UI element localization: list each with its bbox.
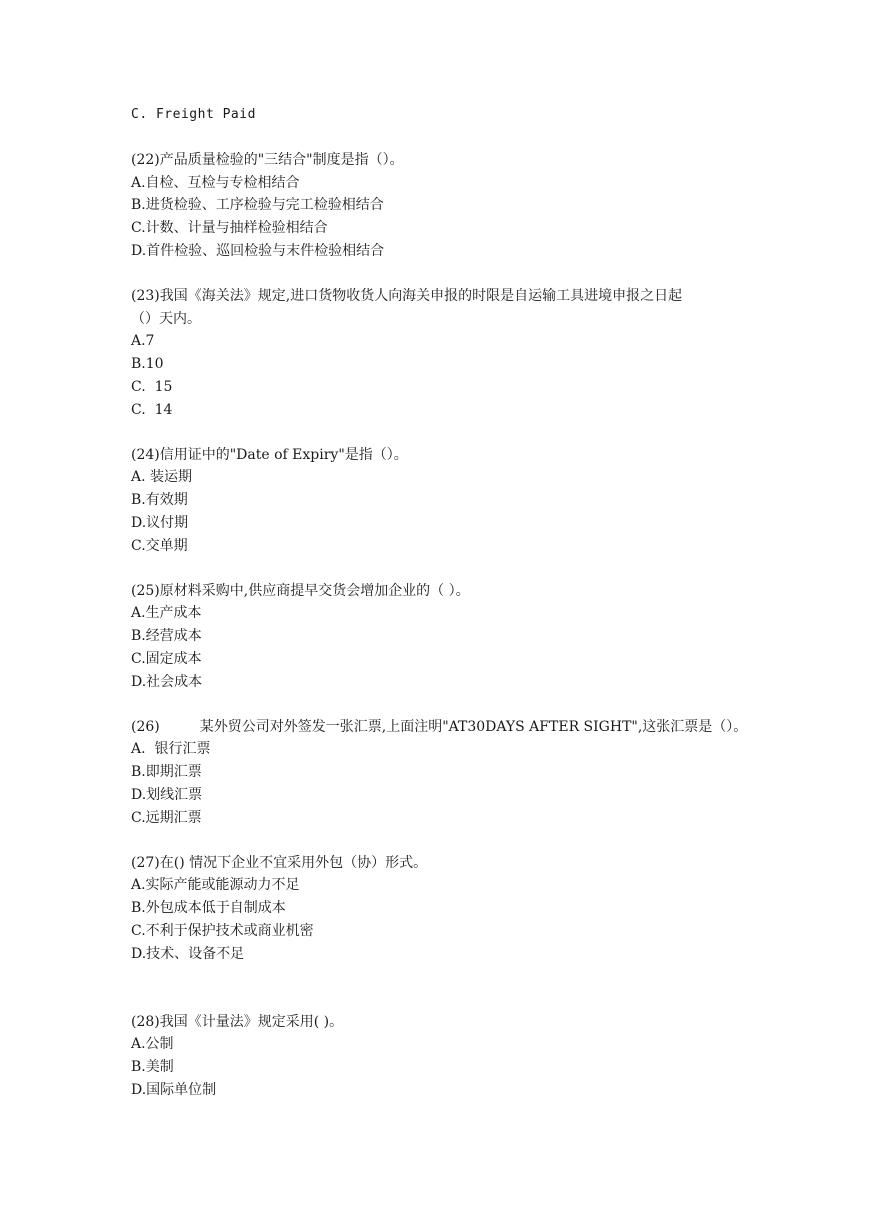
q21-option-c: C. Freight Paid <box>131 107 256 122</box>
q28-option-a: A.公制 <box>131 1036 174 1053</box>
q24-option-a: A. 装运期 <box>131 469 193 486</box>
q27-option-b: B.外包成本低于自制成本 <box>131 900 286 917</box>
spacer <box>131 966 771 1011</box>
spacer <box>131 263 771 285</box>
q22-option-c: C.计数、计量与抽样检验相结合 <box>131 220 328 237</box>
q25-option-d: D.社会成本 <box>131 673 203 690</box>
q25-option-b: B.经营成本 <box>131 628 202 645</box>
q26-option-c: C.远期汇票 <box>131 809 202 826</box>
q23-option-b: B.10 <box>131 356 164 373</box>
q23-question-line2: （）天内。 <box>131 310 201 327</box>
q22-option-b: B.进货检验、工序检验与完工检验相结合 <box>131 197 384 214</box>
q22-option-a: A.自检、互检与专检相结合 <box>131 174 300 191</box>
q26-option-b: B.即期汇票 <box>131 764 202 781</box>
q24-question: (24)信用证中的"Date of Expiry"是指（）。 <box>131 446 408 463</box>
q28-option-b: B.美制 <box>131 1059 174 1076</box>
q27-option-c: C.不利于保护技术或商业机密 <box>131 922 314 939</box>
spacer <box>131 558 771 580</box>
spacer <box>131 830 771 852</box>
q24-option-c: C.交单期 <box>131 537 188 554</box>
q25-question: (25)原材料采购中,供应商提早交货会增加企业的（ ）。 <box>131 582 470 599</box>
q24-option-b: B.有效期 <box>131 492 188 509</box>
q27-question: (27)在() 情况下企业不宜采用外包（协）形式。 <box>131 854 428 871</box>
q23-question-line1: (23)我国《海关法》规定,进口货物收货人向海关申报的时限是自运输工具进境申报之日起 <box>131 287 683 304</box>
spacer <box>131 127 771 149</box>
q28-question: (28)我国《计量法》规定采用( )。 <box>131 1013 344 1030</box>
q26-option-d: D.划线汇票 <box>131 786 203 803</box>
spacer <box>131 422 771 444</box>
q23-option-c2: C. 14 <box>131 401 173 418</box>
q26-option-a: A. 银行汇票 <box>131 741 211 758</box>
spacer <box>131 694 771 716</box>
q22-question: (22)产品质量检验的"三结合"制度是指（）。 <box>131 151 404 168</box>
q25-option-c: C.固定成本 <box>131 650 202 667</box>
q27-option-d: D.技术、设备不足 <box>131 945 245 962</box>
q26-number: (26) <box>131 718 160 735</box>
q25-option-a: A.生产成本 <box>131 605 202 622</box>
q27-option-a: A.实际产能或能源动力不足 <box>131 877 300 894</box>
q23-option-c: C. 15 <box>131 378 173 395</box>
q26-question-row <box>131 716 771 739</box>
document-page <box>131 104 771 1102</box>
q23-option-a: A.7 <box>131 333 155 350</box>
q28-option-d: D.国际单位制 <box>131 1081 217 1098</box>
q22-option-d: D.首件检验、巡回检验与末件检验相结合 <box>131 242 385 259</box>
q26-question: 某外贸公司对外签发一张汇票,上面注明"AT30DAYS AFTER SIGHT",这张汇票是（）。 <box>199 718 748 735</box>
q24-option-d: D.议付期 <box>131 514 189 531</box>
